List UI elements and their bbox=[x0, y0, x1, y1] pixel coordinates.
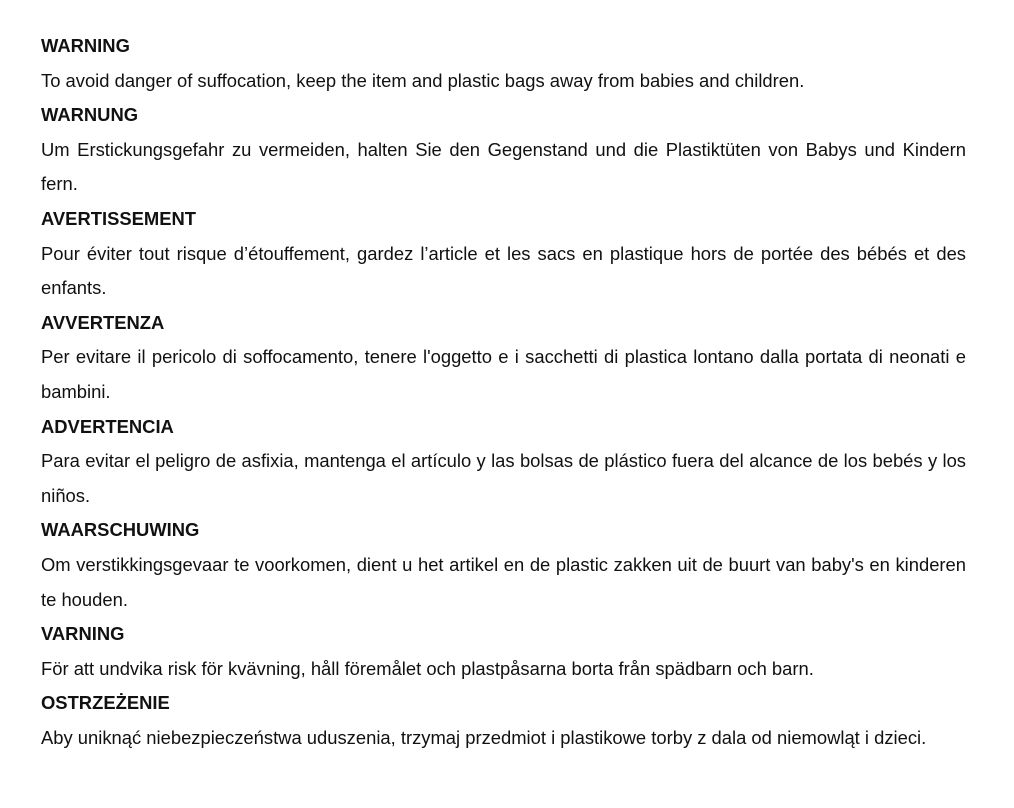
text-italian: Per evitare il pericolo di soffocamento, tenere l'oggetto e i sacchetti di plastica lontano dalla portata di neonati e bambini. bbox=[41, 346, 966, 402]
section-german bbox=[41, 98, 966, 202]
warning-document bbox=[41, 29, 966, 755]
text-english: To avoid danger of suffocation, keep the item and plastic bags away from babies and children. bbox=[41, 69, 805, 91]
text-spanish: Para evitar el peligro de asfixia, mantenga el artículo y las bolsas de plástico fuera del alcance de los bebés y los niños. bbox=[41, 450, 966, 506]
section-italian bbox=[41, 306, 966, 410]
section-spanish bbox=[41, 410, 966, 514]
text-dutch: Om verstikkingsgevaar te voorkomen, dient u het artikel en de plastic zakken uit de buurt van baby's en kinderen te houden. bbox=[41, 553, 966, 610]
section-english bbox=[41, 29, 966, 98]
text-german: Um Erstickungsgefahr zu vermeiden, halten Sie den Gegenstand und die Plastiktüten von Babys und Kindern fern. bbox=[41, 138, 966, 195]
text-swedish: För att undvika risk för kvävning, håll föremålet och plastpåsarna borta från spädbarn och barn. bbox=[41, 657, 814, 679]
heading-english: WARNING bbox=[41, 35, 130, 56]
text-french: Pour éviter tout risque d’étouffement, gardez l’article et les sacs en plastique hors de portée des bébés et des enfants. bbox=[41, 242, 966, 299]
section-dutch bbox=[41, 513, 966, 617]
heading-french: AVERTISSEMENT bbox=[41, 207, 196, 229]
section-french bbox=[41, 202, 966, 306]
section-polish bbox=[41, 686, 966, 755]
heading-polish: OSTRZEŻENIE bbox=[41, 692, 170, 714]
heading-italian: AVVERTENZA bbox=[41, 311, 165, 333]
heading-german: WARNUNG bbox=[41, 104, 139, 126]
text-polish: Aby uniknąć niebezpieczeństwa uduszenia, trzymaj przedmiot i plastikowe torby z dala od niemowląt i dzieci. bbox=[41, 726, 927, 748]
section-swedish bbox=[41, 617, 966, 686]
heading-swedish: VARNING bbox=[41, 623, 125, 645]
heading-dutch: WAARSCHUWING bbox=[41, 519, 200, 541]
heading-spanish: ADVERTENCIA bbox=[41, 415, 174, 437]
